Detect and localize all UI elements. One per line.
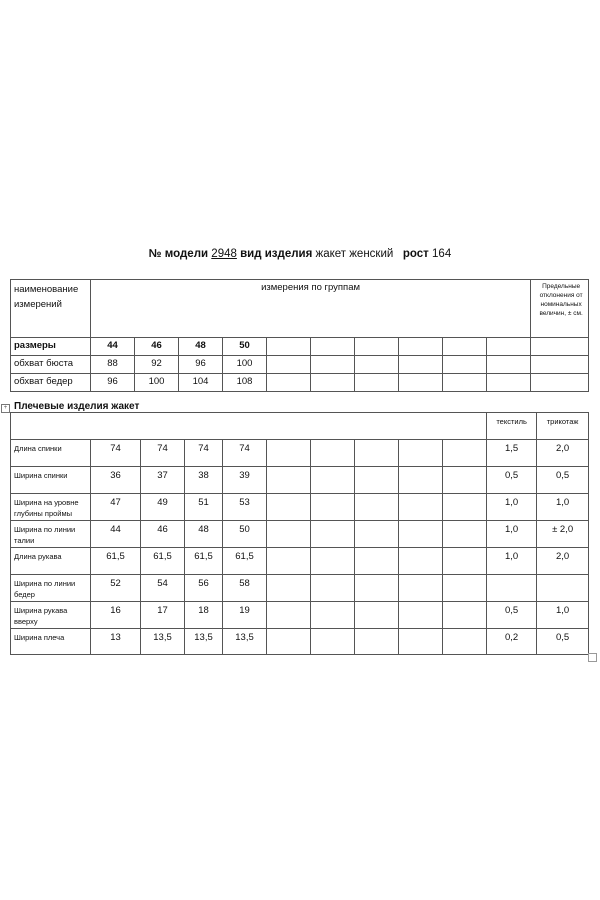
empty-cell [487,374,531,392]
value-cell: 38 [185,467,223,494]
empty-cell [443,494,487,521]
empty-cell [267,548,311,575]
header-name: наименование измерений [11,280,91,338]
row-label: обхват бедер [11,374,91,392]
empty-cell [267,575,311,602]
empty-cell [355,548,399,575]
knit-tolerance: 2,0 [537,440,589,467]
knit-tolerance [537,575,589,602]
value-cell: 19 [223,602,267,629]
empty-cell [311,494,355,521]
empty-cell [355,338,399,356]
value-cell: 49 [141,494,185,521]
empty-cell [399,467,443,494]
size-cell: 46 [135,338,179,356]
height-label: рост [402,248,429,260]
empty-cell [399,602,443,629]
value-cell: 56 [185,575,223,602]
knit-tolerance: 0,5 [537,629,589,655]
empty-cell [355,629,399,655]
header-groups: измерения по группам [91,280,531,338]
table-row [11,521,589,548]
empty-cell [443,467,487,494]
value-cell: 46 [141,521,185,548]
col-textile: текстиль [487,413,537,440]
value-cell: 53 [223,494,267,521]
empty-cell [531,338,589,356]
textile-tolerance: 0,5 [487,602,537,629]
empty-cell [267,338,311,356]
table-row [11,374,589,392]
empty-cell [355,602,399,629]
row-label: Длина рукава [11,548,91,575]
empty-cell [311,575,355,602]
knit-tolerance: 0,5 [537,467,589,494]
empty-cell [267,374,311,392]
empty-cell [267,521,311,548]
empty-cell [443,629,487,655]
empty-cell [399,440,443,467]
row-label: Ширина плеча [11,629,91,655]
empty-cell [311,440,355,467]
empty-cell [267,602,311,629]
empty-cell [355,521,399,548]
empty-cell [267,440,311,467]
empty-cell [443,521,487,548]
textile-tolerance: 1,5 [487,440,537,467]
value-cell: 13,5 [141,629,185,655]
empty-cell [487,356,531,374]
empty-cell [355,494,399,521]
table-row [11,575,589,602]
knit-tolerance: 2,0 [537,548,589,575]
value-cell: 88 [91,356,135,374]
model-label: № модели [148,248,209,260]
empty-cell [443,374,487,392]
empty-cell [267,467,311,494]
value-cell: 61,5 [141,548,185,575]
table-row [11,356,589,374]
empty-cell [11,413,487,440]
empty-cell [355,575,399,602]
header-tolerance: Предельные отклонения от номинальных величин, ± см. [531,280,589,338]
value-cell: 74 [223,440,267,467]
empty-cell [355,356,399,374]
row-label: Ширина по линии талии [11,521,91,548]
table-row [11,494,589,521]
empty-cell [355,374,399,392]
row-label: обхват бюста [11,356,91,374]
table-row [11,602,589,629]
value-cell: 16 [91,602,141,629]
empty-cell [443,338,487,356]
sizes-label: размеры [11,338,91,356]
textile-tolerance: 1,0 [487,494,537,521]
empty-cell [311,629,355,655]
document-title [0,248,600,260]
value-cell: 39 [223,467,267,494]
empty-cell [443,356,487,374]
height-value: 164 [432,248,452,260]
table-row [11,548,589,575]
value-cell: 50 [223,521,267,548]
value-cell: 52 [91,575,141,602]
value-cell: 104 [179,374,223,392]
empty-cell [399,548,443,575]
row-label: Длина спинки [11,440,91,467]
value-cell: 61,5 [185,548,223,575]
table-resize-handle-icon[interactable] [588,653,597,662]
value-cell: 17 [141,602,185,629]
value-cell: 37 [141,467,185,494]
empty-cell [267,629,311,655]
value-cell: 58 [223,575,267,602]
table-row [11,440,589,467]
size-cell: 48 [179,338,223,356]
row-label: Ширина по линии бедер [11,575,91,602]
empty-cell [399,356,443,374]
empty-cell [311,467,355,494]
empty-cell [311,548,355,575]
table-row [11,467,589,494]
measurements-table [10,279,589,392]
value-cell: 44 [91,521,141,548]
value-cell: 13,5 [223,629,267,655]
textile-tolerance [487,575,537,602]
value-cell: 74 [91,440,141,467]
empty-cell [399,338,443,356]
empty-cell [487,338,531,356]
empty-cell [531,374,589,392]
value-cell: 18 [185,602,223,629]
size-cell: 44 [91,338,135,356]
knit-tolerance: 1,0 [537,602,589,629]
empty-cell [267,356,311,374]
empty-cell [443,575,487,602]
table-row [11,629,589,655]
type-value: жакет женский [315,248,394,260]
empty-cell [443,602,487,629]
textile-tolerance: 1,0 [487,521,537,548]
model-number: 2948 [211,248,237,260]
value-cell: 48 [185,521,223,548]
knit-tolerance: ± 2,0 [537,521,589,548]
value-cell: 74 [185,440,223,467]
value-cell: 47 [91,494,141,521]
type-label: вид изделия [240,248,313,260]
value-cell: 74 [141,440,185,467]
empty-cell [311,602,355,629]
empty-cell [311,374,355,392]
empty-cell [267,494,311,521]
empty-cell [399,575,443,602]
empty-cell [443,440,487,467]
value-cell: 36 [91,467,141,494]
col-knit: трикотаж [537,413,589,440]
value-cell: 100 [135,374,179,392]
size-cell: 50 [223,338,267,356]
value-cell: 13 [91,629,141,655]
row-label: Ширина рукава вверху [11,602,91,629]
empty-cell [311,356,355,374]
empty-cell [355,440,399,467]
value-cell: 100 [223,356,267,374]
value-cell: 61,5 [91,548,141,575]
value-cell: 51 [185,494,223,521]
value-cell: 96 [91,374,135,392]
table-move-handle-icon[interactable]: + [1,404,10,413]
value-cell: 13,5 [185,629,223,655]
value-cell: 108 [223,374,267,392]
textile-tolerance: 0,2 [487,629,537,655]
empty-cell [311,521,355,548]
empty-cell [443,548,487,575]
empty-cell [311,338,355,356]
empty-cell [399,494,443,521]
shoulder-items-table [10,412,589,655]
row-label: Ширина спинки [11,467,91,494]
knit-tolerance: 1,0 [537,494,589,521]
textile-tolerance: 0,5 [487,467,537,494]
value-cell: 92 [135,356,179,374]
row-label: Ширина на уровне глубины проймы [11,494,91,521]
empty-cell [399,521,443,548]
value-cell: 61,5 [223,548,267,575]
value-cell: 96 [179,356,223,374]
section-title: Плечевые изделия жакет [14,401,140,412]
textile-tolerance: 1,0 [487,548,537,575]
empty-cell [399,629,443,655]
empty-cell [355,467,399,494]
empty-cell [531,356,589,374]
value-cell: 54 [141,575,185,602]
empty-cell [399,374,443,392]
